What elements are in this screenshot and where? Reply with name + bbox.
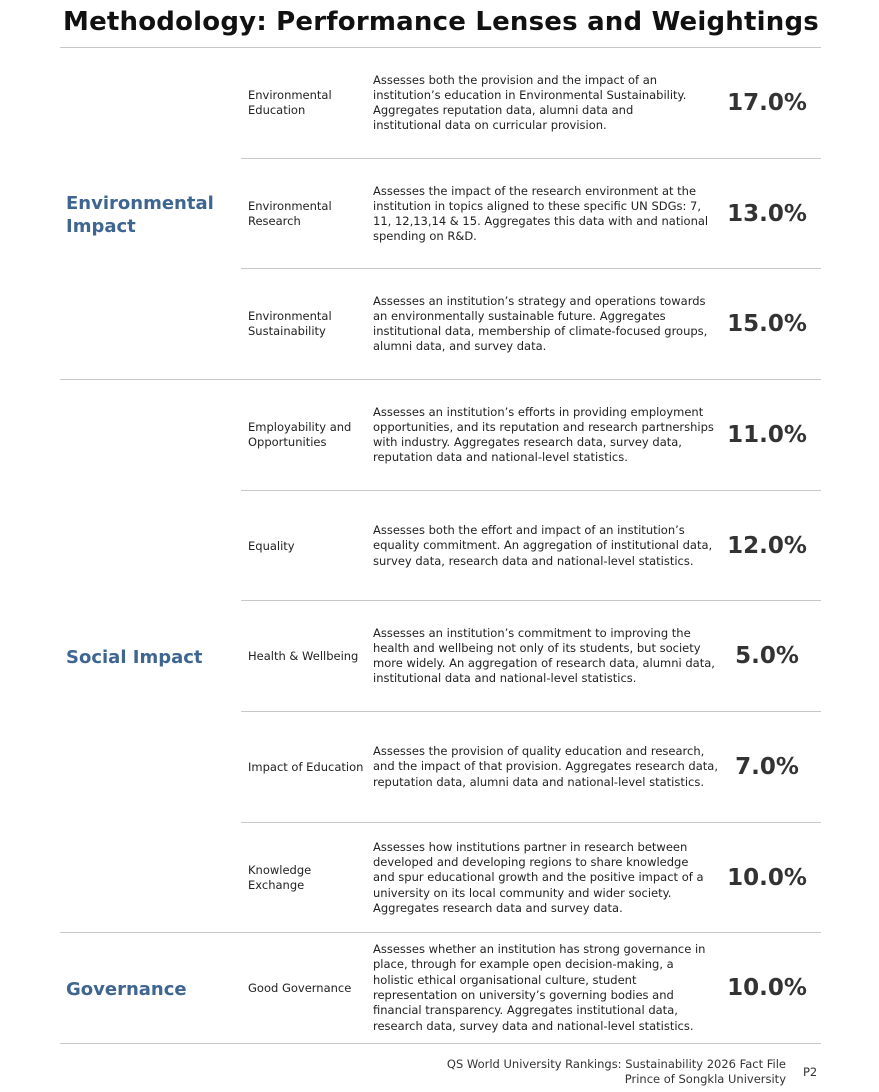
lens-weight: 12.0% [727,533,807,559]
lens-description: Assesses the provision of quality education and research, and the impact of that provision. Aggregates research data, reputation data, alumni data and national-level statistics. [373,744,718,789]
table-row [241,380,821,490]
table-row [241,48,821,158]
lens-description: Assesses an institution’s efforts in providing employment opportunities, and its reputation and research partnerships with industry. Aggregates research data, survey data, reputation data and national-level statistics. [373,404,714,465]
lens-name: Health & Wellbeing [248,648,359,663]
lens-weight: 17.0% [727,90,807,116]
lens-description: Assesses whether an institution has strong governance in place, through for example open decision-making, a holistic ethical organisational culture, student representation on university’s governing bodies and financial transparency. Aggregates institutional data, research data, survey data and national-level statistics. [373,942,706,1033]
lens-description: Assesses an institution’s commitment to improving the health and wellbeing not only of its students, but society more widely. An aggregation of research data, alumni data, institutional data and national-level statistics. [373,625,715,686]
lens-weight: 13.0% [727,201,807,227]
lens-description: Assesses an institution’s strategy and operations towards an environmentally sustainable future. Aggregates institutional data, membership of climate-focused groups, alumni data, and survey data. [373,293,708,354]
lens-description: Assesses both the provision and the impact of an institution’s education in Environmental Sustainability. Aggregates reputation data, alumni data and institutional data on curricular provision. [373,72,687,133]
lens-name: Impact of Education [248,759,364,774]
group-label-environmental-impact: Environmental Impact [66,193,214,237]
lens-description: Assesses how institutions partner in research between developed and developing regions to share knowledge and spur educational growth and the positive impact of a university on its local community and wider society. Aggregates research data and survey data. [373,839,704,915]
group-label-governance: Governance [66,979,187,1000]
table-row [241,601,821,711]
table-row [241,269,821,379]
lens-name: Employability and Opportunities [248,420,352,449]
table-row [241,159,821,269]
lens-name: Equality [248,538,295,553]
page-title: Methodology: Performance Lenses and Weightings [63,7,819,37]
lens-description: Assesses both the effort and impact of an institution’s equality commitment. An aggregation of institutional data, survey data, research data and national-level statistics. [373,523,713,568]
table-row [241,712,821,822]
lens-name: Environmental Research [248,199,332,228]
lens-description: Assesses the impact of the research environment at the institution in topics aligned to these specific UN SDGs: 7, 11, 12,13,14 & 15. Aggregates this data with and national spending on R&D. [373,183,709,244]
lens-name: Good Governance [248,980,352,995]
group-label-social-impact: Social Impact [66,647,203,668]
page-number: P2 [803,1065,818,1079]
table-row [241,933,821,1043]
lens-weight: 11.0% [727,422,807,448]
lens-name: Knowledge Exchange [248,863,312,892]
footer-report-title: QS World University Rankings: Sustainability 2026 Fact File [446,1057,786,1071]
lens-weight: 15.0% [727,311,807,337]
table-row [241,823,821,933]
table-bottom-divider [60,1043,821,1044]
table-row [241,491,821,601]
footer-institution-name: Prince of Songkla University [624,1072,786,1086]
lens-weight: 10.0% [727,975,807,1001]
lens-weight: 7.0% [735,754,799,780]
lens-name: Environmental Education [248,88,332,117]
lens-weight: 10.0% [727,865,807,891]
lens-weight: 5.0% [735,643,799,669]
lens-name: Environmental Sustainability [248,309,332,338]
